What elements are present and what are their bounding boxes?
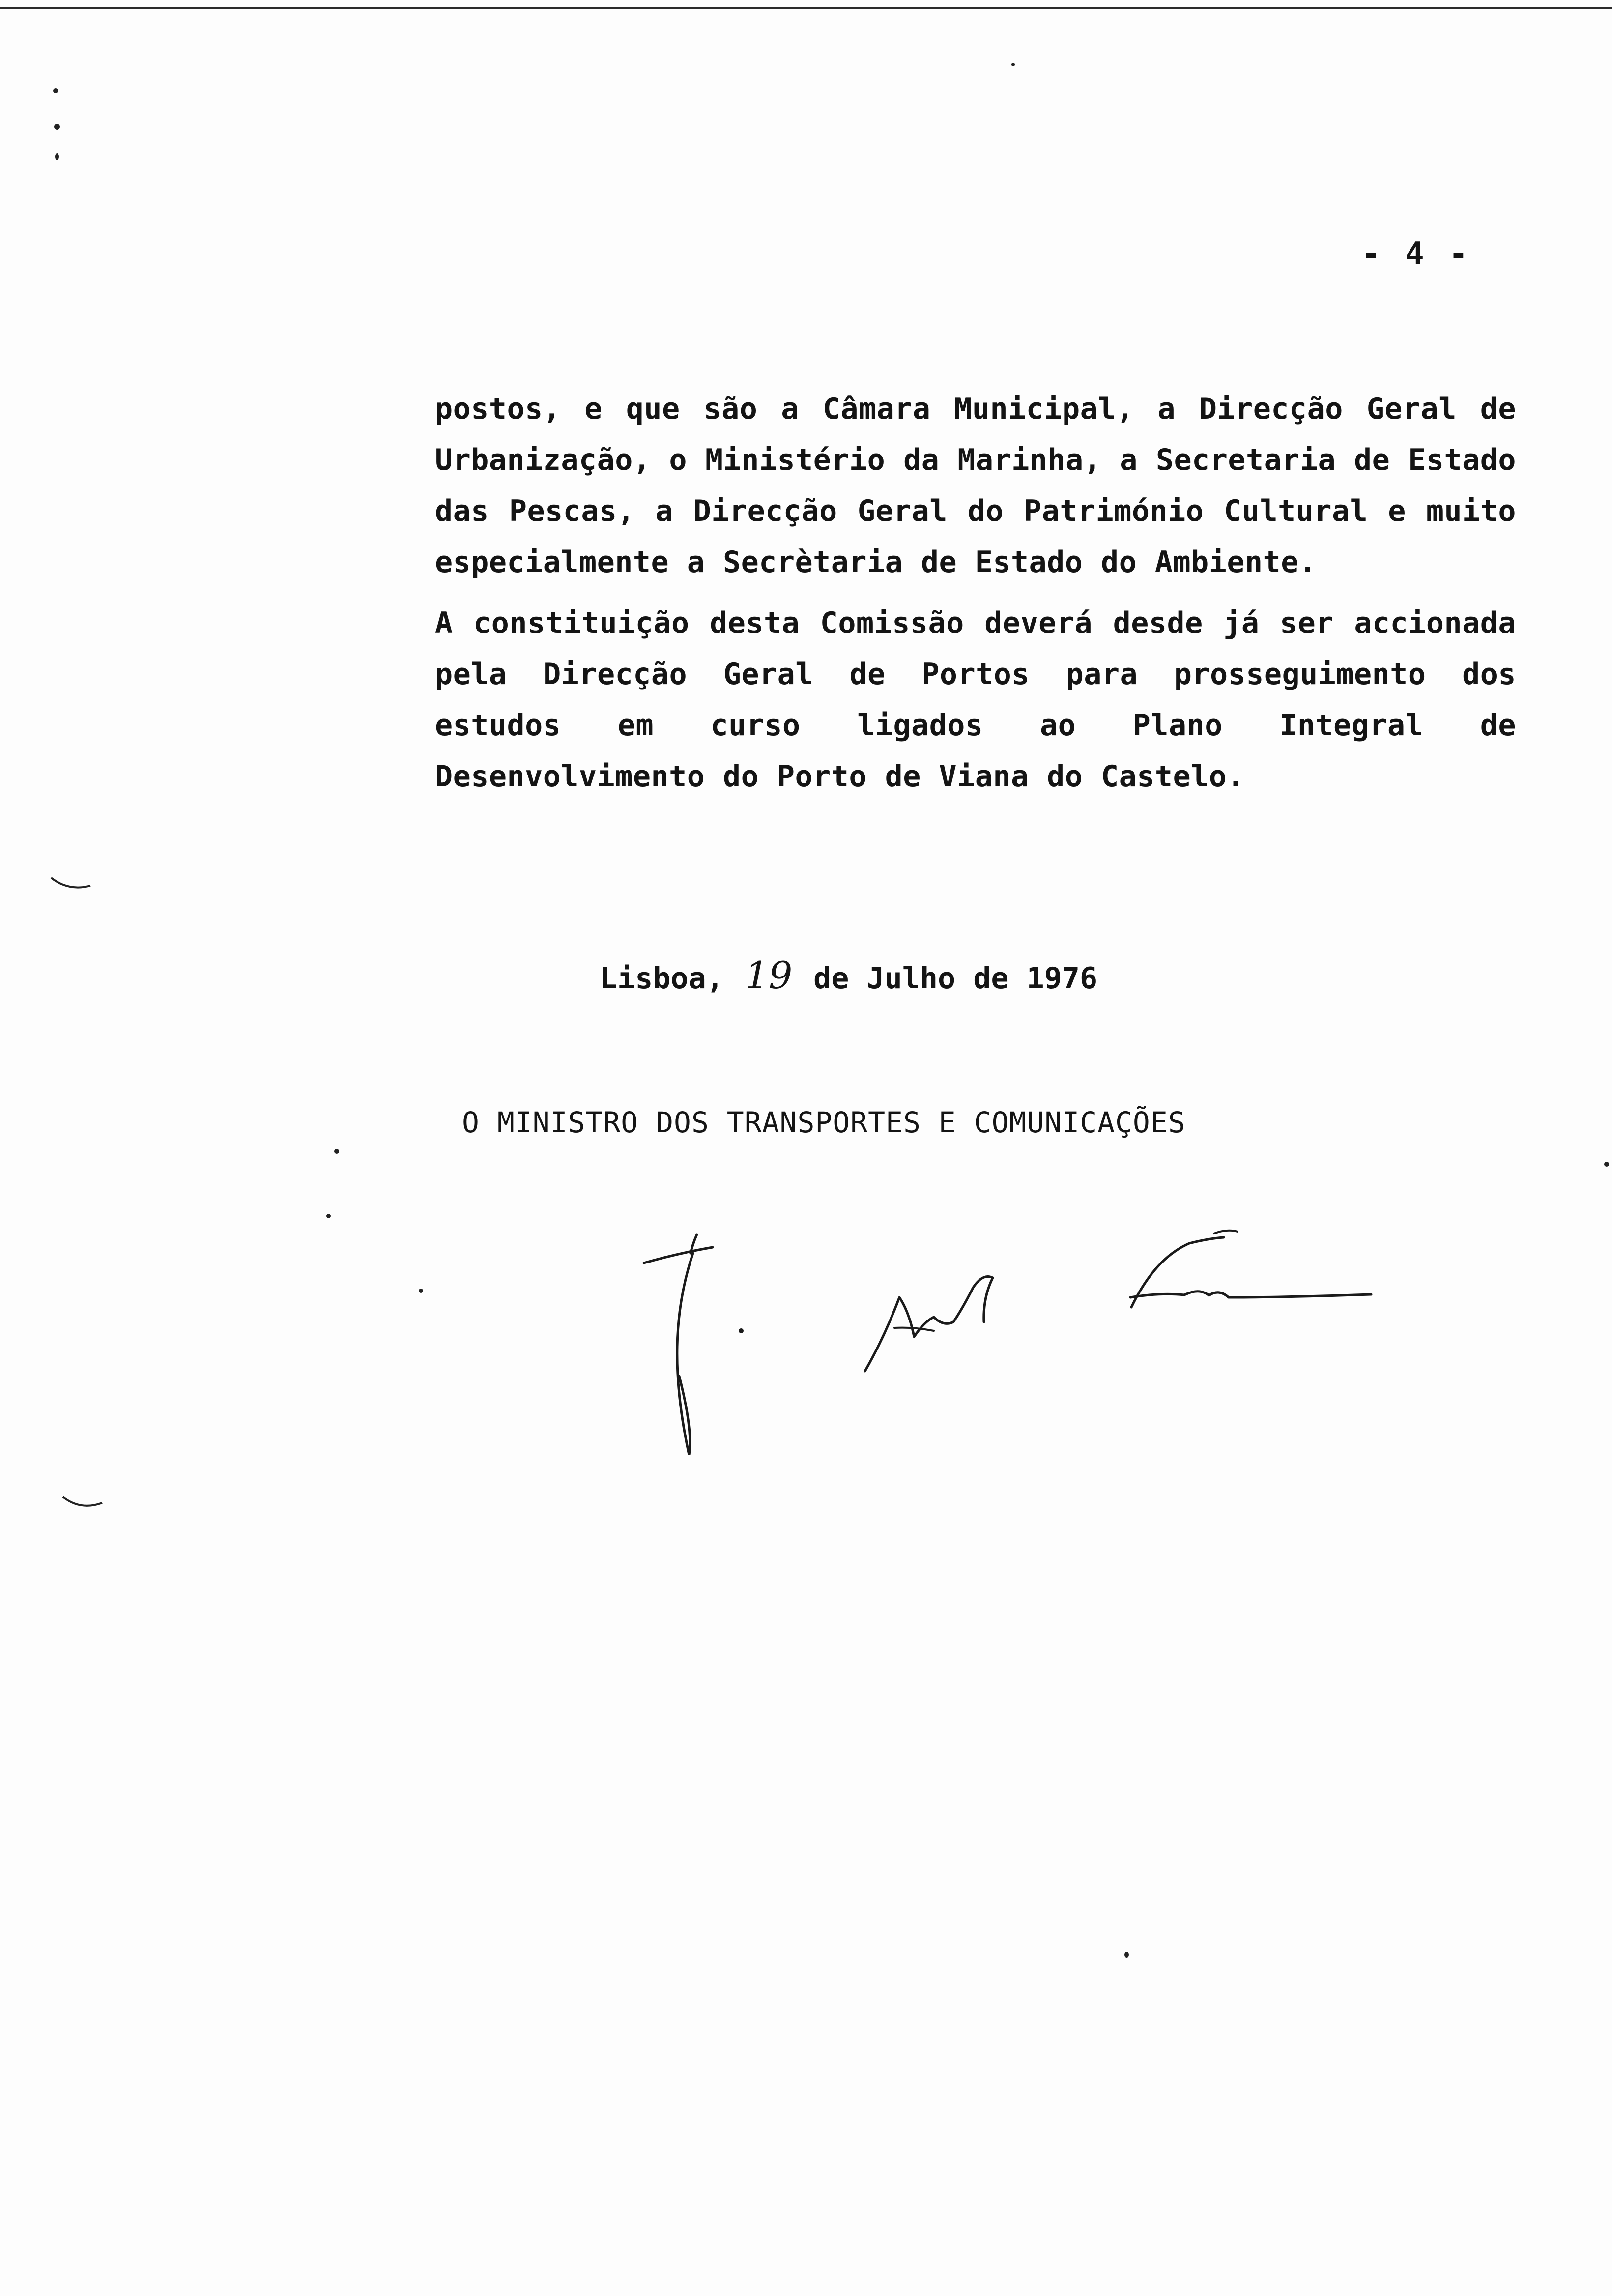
hole-punch-mark: [49, 875, 93, 894]
date-day-handwritten: 19: [745, 953, 793, 997]
scan-speck: [334, 1149, 339, 1154]
scan-speck: [1124, 1952, 1129, 1958]
hole-punch-mark: [61, 1494, 105, 1514]
scan-speck: [419, 1289, 423, 1293]
top-edge-line: [0, 7, 1612, 9]
date-month-year: de Julho de 1976: [813, 961, 1098, 996]
scan-speck: [1604, 1162, 1609, 1167]
scan-speck: [55, 153, 59, 160]
scan-speck: [53, 88, 58, 93]
signatory-title: O MINISTRO DOS TRANSPORTES E COMUNICAÇÕES: [462, 1106, 1186, 1139]
scan-speck: [1011, 63, 1015, 66]
body-text: [435, 383, 1516, 812]
scan-speck: [54, 124, 60, 130]
scan-speck: [326, 1214, 331, 1218]
paragraph: A constituição desta Comissão deverá desde já ser accionada pela Direcção Geral de Portos para prosseguimento dos estudos em curso ligados ao Plano Integral de Desenvolvimento do Porto de Viana do Castelo.: [435, 606, 1516, 794]
handwritten-signature: [619, 1199, 1386, 1474]
date-line: [600, 953, 1097, 997]
date-city: Lisboa,: [600, 961, 724, 996]
paragraph: postos, e que são a Câmara Municipal, a Direcção Geral de Urbanização, o Ministério da Marinha, a Secretaria de Estado das Pescas, a Direcção Geral do Património Cultural e muito especialmente a Secrètaria de Estado do Ambiente.: [435, 392, 1516, 579]
page-number: - 4 -: [1361, 236, 1471, 272]
